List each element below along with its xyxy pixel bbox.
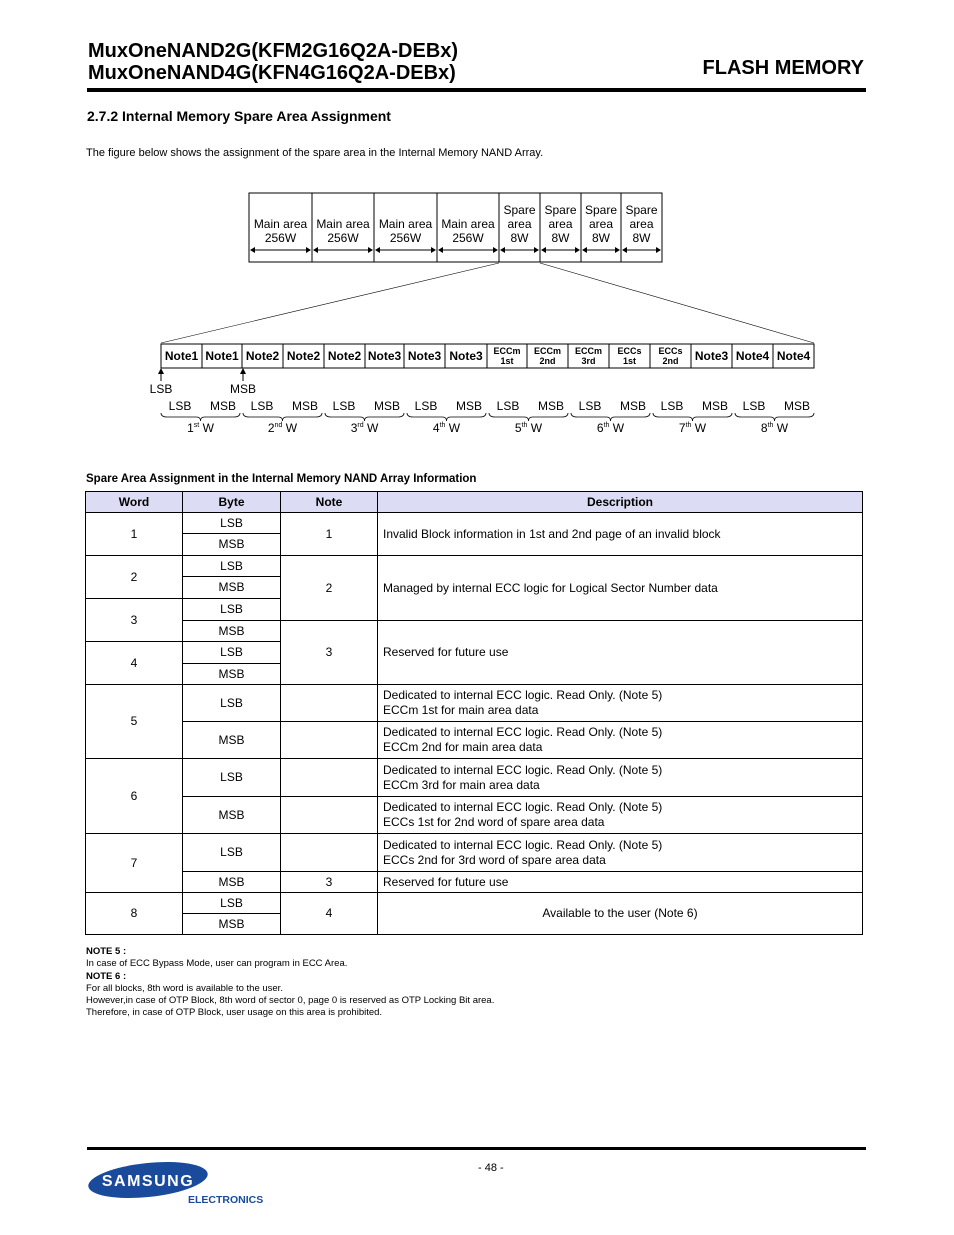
word-brace: [407, 413, 486, 421]
cell-label: 3rd: [581, 356, 596, 366]
word-label: 8th W: [760, 421, 789, 435]
cell-label: 2nd: [539, 356, 556, 366]
byte-cell: LSB: [183, 513, 281, 534]
byte-cell: MSB: [183, 577, 281, 599]
note-cell: [281, 759, 378, 797]
byte-label: MSB: [619, 399, 647, 413]
header-word: Word: [86, 492, 183, 513]
cell-label: 256W: [452, 231, 484, 245]
byte-cell: MSB: [183, 664, 281, 685]
word-label: 7th W: [678, 421, 707, 435]
table-row: [86, 797, 863, 834]
word-brace: [161, 413, 240, 421]
note-cell: 1: [281, 513, 378, 556]
table-row: [86, 834, 863, 872]
byte-label: LSB: [742, 399, 766, 413]
cell-label: ECCm: [493, 346, 521, 356]
main-area-row: [249, 193, 662, 262]
cell-label: Note3: [407, 349, 442, 363]
cell-label: Note3: [449, 349, 483, 363]
note5-text: In case of ECC Bypass Mode, user can program in ECC Area.: [86, 958, 348, 970]
note-cell: 2: [281, 556, 378, 621]
word-label: 6th W: [596, 421, 625, 435]
note-cell: [281, 685, 378, 722]
description-line: Dedicated to internal ECC logic. Read Only. (Note 5): [383, 800, 663, 814]
samsung-logo: [86, 1157, 266, 1207]
cell-label: Spare: [503, 203, 536, 217]
description-line: Dedicated to internal ECC logic. Read Only. (Note 5): [383, 837, 663, 852]
byte-cell: LSB: [183, 642, 281, 664]
cell-label: Main area: [378, 217, 433, 231]
spare-assignment-table: [85, 491, 863, 935]
cell-label: 256W: [264, 231, 297, 245]
word-cell: 7: [86, 834, 183, 893]
cell-label: ECCm: [533, 346, 562, 356]
footnotes: [86, 946, 494, 1020]
cell-label: area: [629, 217, 654, 231]
byte-cell: MSB: [183, 914, 281, 935]
cell-label: 8W: [551, 231, 570, 245]
logo-electronics: ELECTRONICS: [188, 1194, 264, 1206]
byte-label: MSB: [209, 399, 237, 413]
word-cell: 4: [86, 642, 183, 685]
cell-label: ECCm: [574, 346, 603, 356]
table-row: [86, 893, 863, 914]
note-cell: 4: [281, 893, 378, 935]
lsb-msb-arrows: [150, 368, 256, 396]
byte-cell: LSB: [183, 834, 281, 872]
table-row: [86, 759, 863, 797]
word-cell: 5: [86, 685, 183, 759]
note6-line3: Therefore, in case of OTP Block, user usage on this area is prohibited.: [86, 1007, 383, 1019]
table-row: [86, 872, 863, 893]
cell-label: Note2: [245, 349, 280, 363]
byte-label: LSB: [660, 399, 684, 413]
byte-label: MSB: [537, 399, 565, 413]
description-cell: Available to the user (Note 6): [378, 893, 863, 935]
note-cell: [281, 834, 378, 872]
description-cell: Reserved for future use: [378, 872, 863, 893]
cell-label: ECCs: [658, 346, 683, 356]
cell-label: 8W: [632, 231, 651, 245]
cell-label: Note2: [286, 349, 321, 363]
expansion-line-right: [540, 263, 814, 343]
header-note: Note: [281, 492, 378, 513]
cell-label: 256W: [327, 231, 359, 245]
cell-label: Note1: [164, 349, 199, 363]
note-cell: 3: [281, 872, 378, 893]
table-row: [86, 621, 863, 642]
byte-label: LSB: [332, 399, 356, 413]
table-row: [86, 556, 863, 577]
description-cell: Invalid Block information in 1st and 2nd page of an invalid block: [378, 513, 863, 556]
cell-label: 1st: [500, 356, 514, 366]
cell-label: area: [548, 217, 573, 231]
intro-text: The figure below shows the assignment of the spare area in the Internal Memory NAND Array.: [86, 147, 544, 159]
byte-cell: LSB: [183, 759, 281, 797]
cell-label: Note3: [694, 349, 729, 363]
note-cell: [281, 722, 378, 759]
description-cell: Reserved for future use: [378, 621, 863, 685]
table-caption: Spare Area Assignment in the Internal Memory NAND Array Information: [86, 473, 477, 485]
byte-cell: LSB: [183, 685, 281, 722]
word-label: 4th W: [432, 421, 461, 435]
spare-detail-row: [161, 344, 814, 368]
spare-area-figure: [0, 0, 954, 450]
byte-label: MSB: [455, 399, 483, 413]
cell-label: Main area: [253, 217, 308, 231]
cell-label: ECCs: [617, 346, 642, 356]
cell-label: 1st: [622, 356, 637, 366]
cell-label: Spare: [544, 203, 577, 217]
byte-cell: LSB: [183, 599, 281, 621]
table-row: [86, 513, 863, 534]
word-label: 5th W: [514, 421, 543, 435]
byte-labels: [169, 399, 810, 413]
byte-cell: MSB: [183, 534, 281, 556]
header-category: FLASH MEMORY: [702, 57, 864, 79]
msb-arrow-label: MSB: [229, 382, 257, 396]
byte-label: MSB: [291, 399, 319, 413]
table-row: [86, 722, 863, 759]
cell-label: Note2: [327, 349, 362, 363]
header-description: Description: [378, 492, 863, 513]
cell-label: 256W: [389, 231, 422, 245]
word-brace: [243, 413, 322, 421]
cell-label: Note1: [205, 349, 239, 363]
cell-label: Main area: [441, 217, 495, 231]
byte-cell: MSB: [183, 722, 281, 759]
word-brace: [571, 413, 650, 421]
description-line: ECCm 1st for main area data: [383, 703, 539, 717]
logo-wordmark: SAMSUNG: [101, 1173, 195, 1190]
header-byte: Byte: [183, 492, 281, 513]
description-cell: [378, 722, 863, 759]
cell-label: Spare: [625, 203, 658, 217]
table-row: [86, 685, 863, 722]
byte-cell: LSB: [183, 556, 281, 577]
note6-title: NOTE 6 :: [86, 970, 127, 982]
byte-label: LSB: [414, 399, 438, 413]
arrow-head: [240, 368, 246, 374]
note-cell: 3: [281, 621, 378, 685]
description-cell: Managed by internal ECC logic for Logical Sector Number data: [378, 556, 863, 621]
byte-label: LSB: [168, 399, 192, 413]
description-cell: [378, 685, 863, 722]
note5-title: NOTE 5 :: [86, 946, 127, 957]
footer-rule: [87, 1147, 866, 1150]
description-line: Dedicated to internal ECC logic. Read Only. (Note 5): [383, 725, 663, 739]
word-label: 1st W: [187, 421, 214, 435]
cell-label: Note4: [776, 349, 811, 363]
description-cell: [378, 797, 863, 834]
description-cell: [378, 759, 863, 797]
word-brace: [489, 413, 568, 421]
byte-label: MSB: [783, 399, 811, 413]
byte-cell: MSB: [183, 872, 281, 893]
word-cell: 6: [86, 759, 183, 834]
byte-label: LSB: [578, 399, 602, 413]
table-header-row: [86, 492, 863, 513]
byte-label: MSB: [701, 399, 729, 413]
cell-label: Note3: [367, 349, 402, 363]
cell-label: area: [507, 217, 532, 231]
byte-label: MSB: [373, 399, 401, 413]
title-line-2: MuxOneNAND4G(KFN4G16Q2A-DEBx): [88, 62, 456, 84]
word-label: 2nd W: [267, 421, 298, 435]
word-cell: 3: [86, 599, 183, 642]
expansion-line-left: [161, 263, 499, 343]
note6-line1: For all blocks, 8th word is available to the user.: [86, 982, 283, 994]
description-cell: [378, 834, 863, 872]
word-brace: [653, 413, 732, 421]
byte-label: LSB: [250, 399, 274, 413]
cell-label: 8W: [592, 231, 610, 245]
lsb-arrow-label: LSB: [149, 382, 173, 396]
cell-label: 8W: [510, 231, 529, 245]
description-line: ECCm 3rd for main area data: [383, 777, 540, 792]
cell-label: 2nd: [662, 356, 679, 366]
cell-label: Spare: [584, 203, 618, 217]
word-braces: [161, 413, 814, 435]
byte-cell: LSB: [183, 893, 281, 914]
note-cell: [281, 797, 378, 834]
byte-cell: MSB: [183, 797, 281, 834]
description-line: Dedicated to internal ECC logic. Read Only. (Note 5): [383, 688, 663, 702]
section-title: 2.7.2 Internal Memory Spare Area Assignment: [87, 108, 391, 124]
page-number: - 48 -: [478, 1162, 504, 1174]
arrow-head: [158, 368, 164, 374]
cell-label: Note4: [735, 349, 770, 363]
description-line: ECCm 2nd for main area data: [383, 740, 543, 754]
word-label: 3rd W: [350, 421, 379, 435]
description-line: ECCs 1st for 2nd word of spare area data: [383, 815, 605, 829]
word-brace: [735, 413, 814, 421]
byte-cell: MSB: [183, 621, 281, 642]
note6-line2: However,in case of OTP Block, 8th word of sector 0, page 0 is reserved as OTP Locking Bit area.: [86, 995, 495, 1007]
word-cell: 2: [86, 556, 183, 599]
byte-label: LSB: [496, 399, 520, 413]
description-line: ECCs 2nd for 3rd word of spare area data: [383, 852, 606, 867]
word-brace: [325, 413, 404, 421]
cell-label: area: [588, 217, 614, 231]
cell-label: Main area: [316, 217, 370, 231]
description-line: Dedicated to internal ECC logic. Read Only. (Note 5): [383, 762, 663, 777]
word-cell: 1: [86, 513, 183, 556]
expansion-lines: [161, 263, 814, 343]
title-line-1: MuxOneNAND2G(KFM2G16Q2A-DEBx): [88, 40, 459, 62]
word-cell: 8: [86, 893, 183, 935]
